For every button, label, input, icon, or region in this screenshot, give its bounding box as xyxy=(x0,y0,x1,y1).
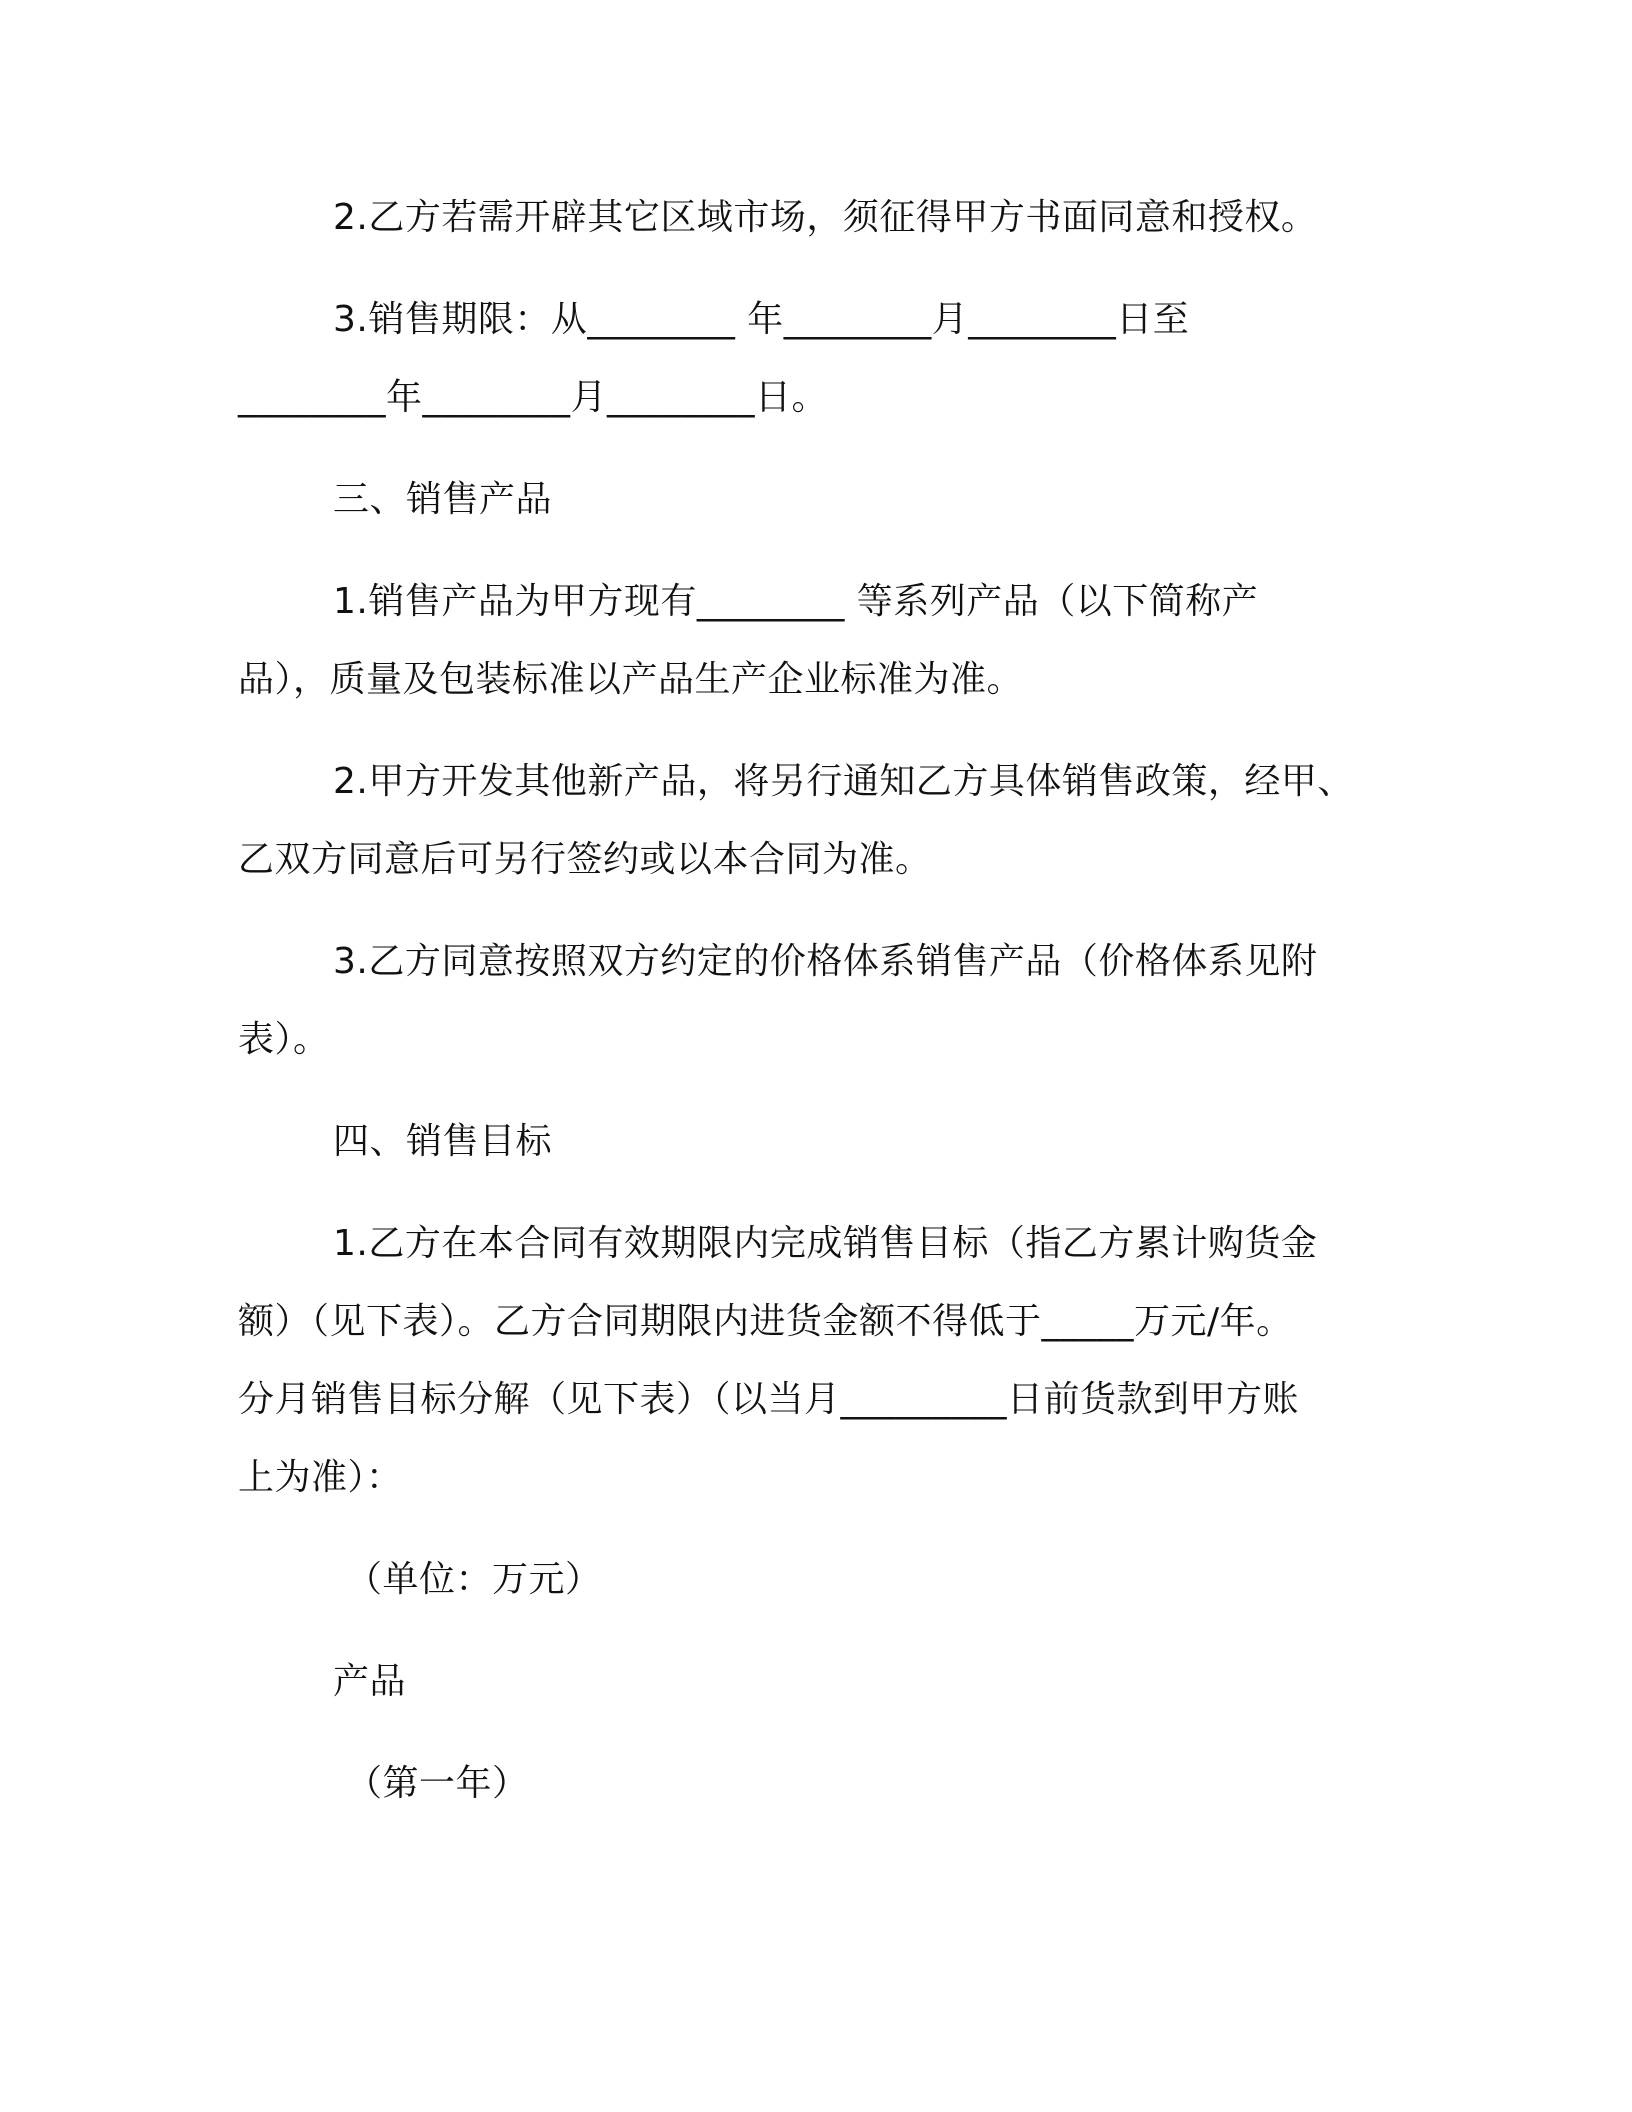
clause-4-1-line-3: 分月销售目标分解（见下表）（以当月_________日前货款到甲方账 xyxy=(238,1379,1300,1420)
clause-3-2-line-1: 2.甲方开发其他新产品，将另行通知乙方具体销售政策，经甲、 xyxy=(333,761,1354,802)
unit-label: （单位：万元） xyxy=(346,1559,602,1600)
section-4-heading: 四、销售目标 xyxy=(333,1121,553,1162)
clause-4-1-line-1: 1.乙方在本合同有效期限内完成销售目标（指乙方累计购货金 xyxy=(333,1223,1318,1264)
clause-3-1-line-2: 品），质量及包装标准以产品生产企业标准为准。 xyxy=(238,659,1024,700)
clause-2-3-sales-period-line-2: ________年________月________日。 xyxy=(238,377,828,418)
clause-2-2-region-market: 2.乙方若需开辟其它区域市场，须征得甲方书面同意和授权。 xyxy=(333,197,1318,238)
table-header-first-year: （第一年） xyxy=(346,1763,529,1804)
clause-3-3-line-2: 表）。 xyxy=(238,1019,330,1060)
clause-3-1-line-1: 1.销售产品为甲方现有________ 等系列产品（以下简称产 xyxy=(333,581,1259,622)
clause-4-1-line-2: 额）（见下表）。乙方合同期限内进货金额不得低于_____万元/年。 xyxy=(238,1301,1293,1342)
clause-2-3-sales-period-line-1: 3.销售期限：从________ 年________月________日至 xyxy=(333,299,1190,340)
clause-3-3-line-1: 3.乙方同意按照双方约定的价格体系销售产品（价格体系见附 xyxy=(333,941,1318,982)
table-header-product: 产品 xyxy=(333,1661,407,1702)
section-3-heading: 三、销售产品 xyxy=(333,479,553,520)
clause-3-2-line-2: 乙双方同意后可另行签约或以本合同为准。 xyxy=(238,839,932,880)
clause-4-1-line-4: 上为准）： xyxy=(238,1457,403,1498)
